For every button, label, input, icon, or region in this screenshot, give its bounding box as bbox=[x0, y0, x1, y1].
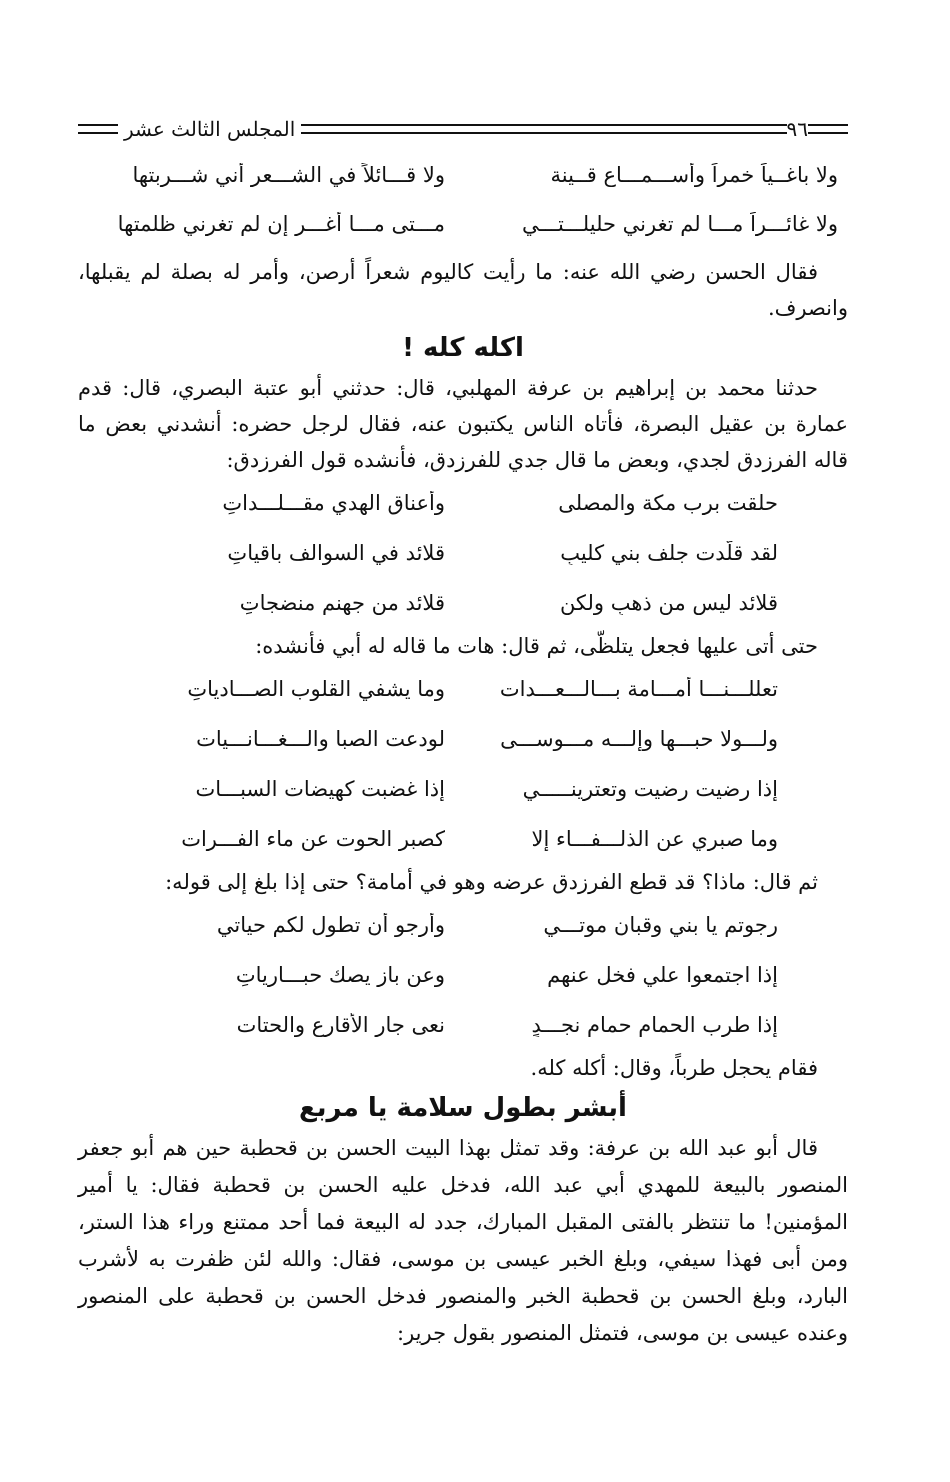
verse-line bbox=[78, 764, 848, 814]
verse-first-hemistich: إذا اجتمعوا علي فخل عنهم bbox=[547, 963, 778, 987]
paragraph: فقام يحجل طرباً، وقال: أكله كله. bbox=[530, 1056, 818, 1080]
verse-second-hemistich: وأعناق الهدي مقـــلـــداتِ bbox=[222, 491, 445, 515]
header-rule-left bbox=[78, 124, 118, 134]
verse-second-hemistich: مـــتى مـــا أغـــر إن لم تغرني ظلمتها bbox=[117, 211, 445, 236]
verse-line bbox=[78, 950, 848, 1000]
verse-first-hemistich: ولـــولا حبـــها وإلـــه مـــوســـى bbox=[500, 727, 778, 751]
header-rule-middle bbox=[301, 124, 786, 134]
verse-first-hemistich: إذا رضيت رضيت وتعترينـــــي bbox=[522, 777, 778, 801]
verse-line bbox=[78, 814, 848, 864]
verse-second-hemistich: وعن بازٍ يصك حبـــارياتِ bbox=[235, 963, 445, 987]
verse-second-hemistich: ولا قـــائلاً في الشـــعر أني شـــربتها bbox=[132, 162, 445, 187]
page-header bbox=[78, 112, 848, 146]
header-rule-right bbox=[808, 124, 848, 134]
page-body bbox=[78, 150, 848, 1352]
verse-first-hemistich: إذا طرب الحمام حمام نجـــدٍ bbox=[531, 1013, 778, 1037]
section-heading: أبشر بطول سلامة يا مربع bbox=[299, 1093, 627, 1123]
verse-second-hemistich: قلائد من جهنم منضجاتِ bbox=[239, 591, 445, 615]
verse-first-hemistich: قلائد ليس من ذهبٍ ولكن bbox=[559, 591, 778, 615]
paragraph: حتى أتى عليها فجعل يتلظّى، ثم قال: هات ما قاله له أبي فأنشده: bbox=[255, 634, 818, 658]
verse-first-hemistich: ولا غائـــراً مـــا لم تغرني حليلـــتـــي bbox=[522, 211, 838, 236]
verse-line bbox=[78, 1000, 848, 1050]
verse-line bbox=[78, 199, 848, 248]
verse-first-hemistich: لقد قلّدت جلف بني كليبٍ bbox=[560, 541, 778, 565]
verse-first-hemistich: حلقت برب مكة والمصلى bbox=[558, 491, 778, 515]
verse-second-hemistich: نعى جار الأقارع والحتات bbox=[236, 1013, 445, 1037]
verse-line bbox=[78, 150, 848, 199]
section-heading: اكله كله ! bbox=[402, 333, 524, 363]
verse-first-hemistich: تعللـــنـــا أمـــامة بـــالـــعـــدات bbox=[499, 677, 778, 701]
verse-second-hemistich: إذا غضبت كهيضات السبـــات bbox=[195, 777, 445, 801]
paragraph: فقال الحسن رضي الله عنه: ما رأيت كاليوم شعراً أرصن، وأمر له بصلة لم يقبلها، وانصرف. bbox=[78, 260, 848, 320]
verse-second-hemistich: لودعت الصبا والـــغـــانـــيات bbox=[196, 727, 445, 751]
verse-second-hemistich: وأرجو أن تطول لكم حياتي bbox=[216, 913, 445, 937]
verse-first-hemistich: رجوتم يا بني وقبان موتـــي bbox=[543, 913, 778, 937]
paragraph: حدثنا محمد بن إبراهيم بن عرفة المهلبي، قال: حدثني أبو عتبة البصري، قال: قدم عمارة بن عقيل البصرة، فأتاه الناس يكتبون عنه، فقال لرجل حضره: أنشدني بعض ما قاله الفرزدق لجدي، وبعض ما قال جدي للفرزدق، فأنشده قول الفرزدق: bbox=[78, 376, 848, 472]
verse-line bbox=[78, 578, 848, 628]
verse-first-hemistich: وما صبري عن الذلـــفـــاء إلا bbox=[531, 827, 778, 851]
poem-block bbox=[78, 900, 848, 1050]
verse-line bbox=[78, 664, 848, 714]
running-title: المجلس الثالث عشر bbox=[124, 117, 296, 141]
verse-line bbox=[78, 478, 848, 528]
verse-line bbox=[78, 900, 848, 950]
verse-second-hemistich: كصبر الحوت عن ماء الفـــرات bbox=[181, 827, 445, 851]
verse-line bbox=[78, 528, 848, 578]
poem-block bbox=[78, 478, 848, 628]
verse-line bbox=[78, 714, 848, 764]
verse-second-hemistich: قلائد في السوالف باقياتِ bbox=[227, 541, 445, 565]
verse-first-hemistich: ولا باغــياً خمراً وأســـمـــاع قــينة bbox=[550, 162, 838, 187]
page-number: ٩٦ bbox=[786, 117, 808, 141]
paragraph: قال أبو عبد الله بن عرفة: وقد تمثل بهذا البيت الحسن بن قحطبة حين هم أبو جعفر المنصور بالبيعة للمهدي أبي عبد الله، فدخل عليه الحسن بن قحطبة فقال: يا أمير المؤمنين! ما تنتظر بالفتى المقبل المبارك، جدد له البيعة فما أحد ممتنع وراء هذا الستر، ومن أبى فهذا سيفي، وبلغ الخبر عيسى بن موسى، فقال: والله لئن ظفرت به لأشرب البارد، وبلغ الحسن بن قحطبة الخبر والمنصور فدخل الحسن بن قحطبة على المنصور وعنده عيسى بن موسى، فتمثل المنصور بقول جرير: bbox=[78, 1136, 848, 1345]
verse-second-hemistich: وما يشفي القلوب الصـــادياتِ bbox=[187, 677, 445, 701]
poem-block bbox=[78, 664, 848, 864]
paragraph: ثم قال: ماذا؟ قد قطع الفرزدق عرضه وهو في أمامة؟ حتى إذا بلغ إلى قوله: bbox=[165, 870, 818, 894]
